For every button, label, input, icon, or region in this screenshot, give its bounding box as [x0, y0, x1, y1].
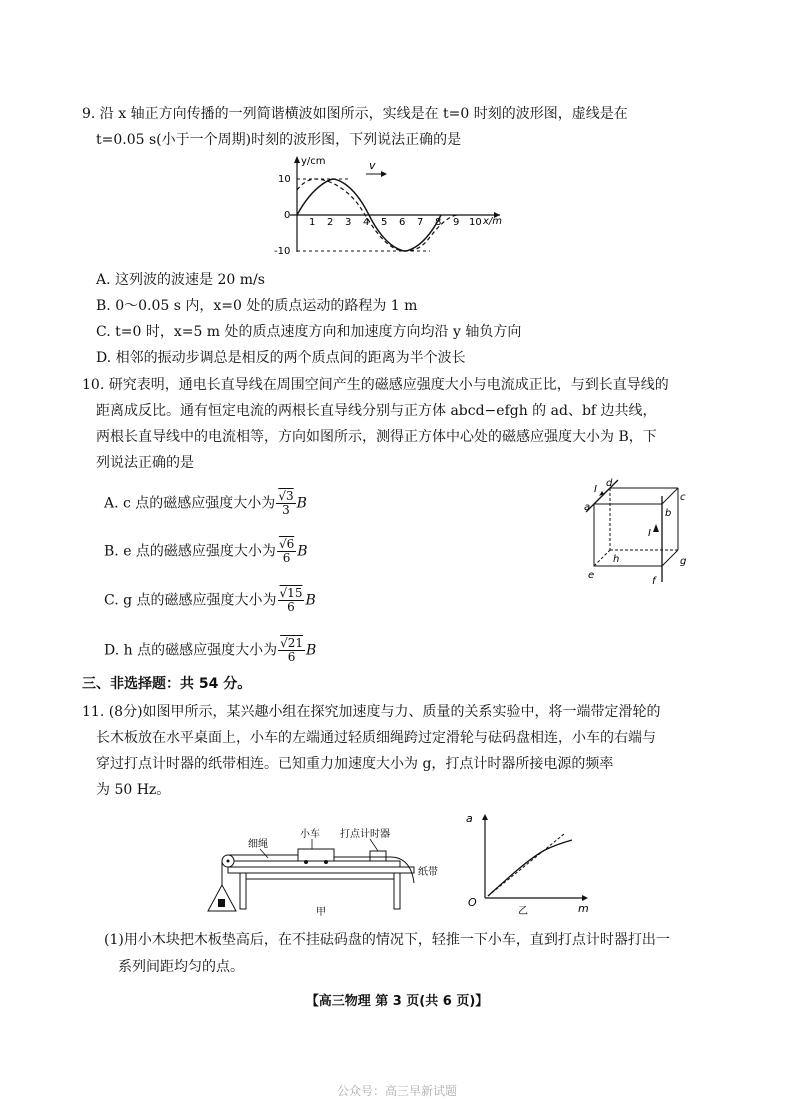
yi-origin: O: [468, 896, 477, 909]
ytick-neg10: -10: [274, 246, 291, 257]
xtick-1: 1: [309, 217, 316, 228]
q11-figure-jia: [200, 825, 455, 920]
q10-option-a: A. c 点的磁感应强度大小为 $\frac{√3}{3}$ B: [104, 489, 307, 517]
xtick-8: 8: [435, 217, 442, 228]
xtick-6: 6: [399, 217, 406, 228]
label-rope: 细绳: [248, 839, 268, 850]
q11-sub1-line1: (1)用小木块把木板垫高后，在不挂砝码盘的情况下，轻推一下小车，直到打点计时器打出一: [104, 932, 670, 948]
cube-label-h: h: [613, 554, 620, 565]
q10-cube-diagram: [580, 478, 690, 588]
xtick-5: 5: [381, 217, 388, 228]
xtick-3: 3: [345, 217, 352, 228]
q9-option-d: D. 相邻的振动步调总是相反的两个质点间的距离为半个波长: [96, 350, 466, 366]
page-footer: 【高三物理 第 3 页(共 6 页)】: [305, 994, 489, 1009]
caption-jia: 甲: [316, 907, 326, 918]
q9-option-b: B. 0～0.05 s 内，x=0 处的质点运动的路程为 1 m: [96, 298, 418, 314]
watermark: 公众号：高三早新试题: [336, 1084, 457, 1098]
ytick-10: 10: [278, 174, 291, 185]
q9-option-c: C. t=0 时，x=5 m 处的质点速度方向和加速度方向均沿 y 轴负方向: [96, 324, 522, 340]
q11-stem-line3: 穿过打点计时器的纸带相连。已知重力加速度大小为 g，打点计时器所接电源的频率: [96, 756, 614, 772]
section-3-heading: 三、非选择题：共 54 分。: [82, 676, 252, 692]
xtick-2: 2: [327, 217, 334, 228]
cube-label-I1: I: [594, 484, 597, 495]
cube-label-I2: I: [648, 528, 651, 539]
q10-option-d: D. h 点的磁感应强度大小为 $\frac{√21}{6}$ B: [104, 636, 317, 664]
label-cart: 小车: [300, 829, 320, 840]
q11-stem-line4: 为 50 Hz。: [96, 782, 171, 798]
cube-label-f: f: [652, 576, 656, 587]
q10-stem-line3: 两根长直导线中的电流相等，方向如图所示，测得正方体中心处的磁感应强度大小为 B，下: [96, 429, 657, 445]
cube-label-e: e: [588, 570, 595, 581]
cube-label-d: d: [606, 478, 613, 489]
xtick-4: 4: [363, 217, 370, 228]
q11-stem-line1: 11. (8分)如图甲所示，某兴趣小组在探究加速度与力、质量的关系实验中，将一端带定滑轮的: [82, 704, 661, 720]
xtick-9: 9: [453, 217, 460, 228]
q9-stem-line2: t=0.05 s(小于一个周期)时刻的波形图，下列说法正确的是: [96, 132, 462, 148]
ytick-0: 0: [284, 210, 291, 221]
label-tape: 纸带: [418, 867, 438, 878]
q10-stem-line2: 距离成反比。通有恒定电流的两根长直导线分别与正方体 abcd−efgh 的 ad、bf 边共线，: [96, 403, 657, 419]
q9-wave-graph: [270, 152, 515, 262]
q9-stem-line1: 9. 沿 x 轴正方向传播的一列简谐横波如图所示，实线是在 t=0 时刻的波形图，虚线是在: [82, 106, 628, 122]
cube-label-a: a: [584, 502, 591, 513]
cube-label-g: g: [680, 556, 687, 567]
q11-figure-yi: [460, 808, 595, 920]
label-timer: 打点计时器: [340, 829, 390, 840]
q11-sub1-line2: 系列间距均匀的点。: [118, 959, 244, 975]
xtick-10: 10: [469, 217, 482, 228]
graph-ylabel: y/cm: [301, 156, 326, 167]
q10-option-c: C. g 点的磁感应强度大小为 $\frac{√15}{6}$ B: [104, 586, 316, 614]
q10-stem-line1: 10. 研究表明，通电长直导线在周围空间产生的磁感应强度大小与电流成正比，与到长直导线的: [82, 377, 669, 393]
xtick-7: 7: [417, 217, 424, 228]
q9-option-a: A. 这列波的波速是 20 m/s: [96, 272, 265, 288]
q10-stem-line4: 列说法正确的是: [96, 455, 194, 471]
graph-xlabel: x/m: [483, 216, 503, 227]
cube-label-c: c: [680, 492, 686, 503]
q10-option-b: B. e 点的磁感应强度大小为 $\frac{√6}{6}$ B: [104, 537, 308, 565]
cube-label-b: b: [665, 508, 672, 519]
yi-ylabel: a: [466, 812, 473, 825]
q11-stem-line2: 长木板放在水平桌面上，小车的左端通过轻质细绳跨过定滑轮与砝码盘相连，小车的右端与: [96, 730, 656, 746]
yi-xlabel: m: [578, 902, 589, 915]
v-label: v: [369, 159, 376, 172]
caption-yi: 乙: [518, 906, 528, 917]
yi-curve: [488, 840, 572, 896]
